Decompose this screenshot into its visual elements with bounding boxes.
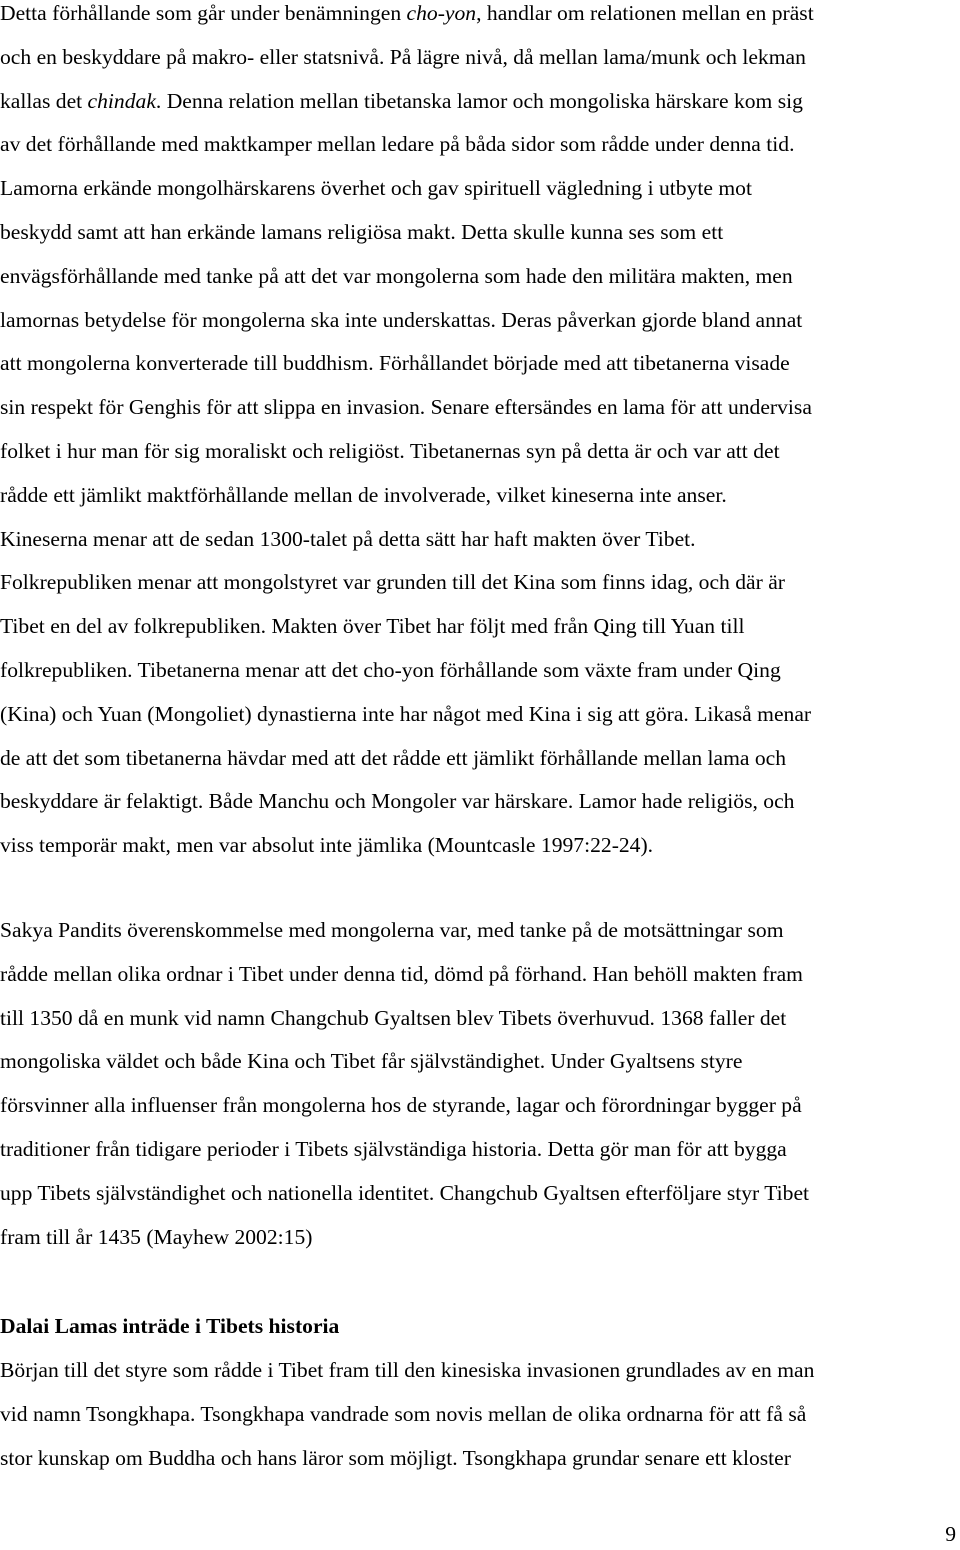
text-line: beskyddare är felaktigt. Både Manchu och Mongoler var härskare. Lamor hade religiös, och (0, 789, 795, 814)
text-line: beskydd samt att han erkände lamans religiösa makt. Detta skulle kunna ses som ett (0, 219, 724, 244)
page-number: 9 (945, 1522, 956, 1546)
text-line: lamornas betydelse för mongolerna ska inte underskattas. Deras påverkan gjorde bland annat (0, 307, 803, 332)
text-line: av det förhållande med maktkamper mellan ledare på båda sidor som rådde under denna tid. (0, 132, 795, 157)
italic-term: cho-yon (406, 1, 477, 25)
text-line: försvinner alla influenser från mongolerna hos de styrande, lagar och förordningar bygger på (0, 1093, 802, 1118)
text-line: de att det som tibetanerna hävdar med att det rådde ett jämlikt förhållande mellan lama och (0, 745, 787, 770)
text-line: Detta förhållande som går under benämningen cho-yon, handlar om relationen mellan en präst (0, 1, 814, 25)
text-line: sin respekt för Genghis för att slippa en invasion. Senare eftersändes en lama för att undervisa (0, 395, 812, 420)
text-line: (Kina) och Yuan (Mongoliet) dynastierna inte har något med Kina i sig att göra. Likaså menar (0, 701, 812, 726)
section-heading: Dalai Lamas inträde i Tibets historia (0, 1314, 340, 1338)
text-line: stor kunskap om Buddha och hans läror som möjligt. Tsongkhapa grundar senare ett kloster (0, 1445, 791, 1470)
text-line: vid namn Tsongkhapa. Tsongkhapa vandrade som novis mellan de olika ordnarna för att få så (0, 1401, 807, 1426)
text-line: Lamorna erkände mongolhärskarens överhet och gav spirituell vägledning i utbyte mot (0, 176, 752, 201)
text-line: till 1350 då en munk vid namn Changchub Gyaltsen blev Tibets överhuvud. 1368 faller det (0, 1005, 787, 1030)
text-line: Folkrepubliken menar att mongolstyret var grunden till det Kina som finns idag, och där är (0, 570, 785, 595)
paragraph-tsongkhapa (0, 1349, 960, 1480)
text-line: kallas det chindak. Denna relation mellan tibetanska lamor och mongoliska härskare kom sig (0, 88, 803, 113)
text-line: Sakya Pandits överenskommelse med mongolerna var, med tanke på de motsättningar som (0, 918, 784, 942)
text-line: Tibet en del av folkrepubliken. Makten över Tibet har följt med från Qing till Yuan till (0, 614, 745, 639)
text-line: rådde ett jämlikt maktförhållande mellan de involverade, vilket kineserna inte anser. (0, 482, 727, 507)
paragraph-sakya-pandit (0, 909, 960, 1259)
text-line: folkrepubliken. Tibetanerna menar att det cho-yon förhållande som växte fram under Qing (0, 657, 781, 682)
text-line: Början till det styre som rådde i Tibet fram till den kinesiska invasionen grundlades av en man (0, 1358, 815, 1382)
text-line: rådde mellan olika ordnar i Tibet under denna tid, dömd på förhand. Han behöll makten fram (0, 961, 803, 986)
text-line: att mongolerna konverterade till buddhism. Förhållandet började med att tibetanerna visade (0, 351, 790, 376)
text-line: envägsförhållande med tanke på att det var mongolerna som hade den militära makten, men (0, 263, 793, 288)
text-line: viss temporär makt, men var absolut inte jämlika (Mountcasle 1997:22-24). (0, 833, 654, 858)
text-line: fram till år 1435 (Mayhew 2002:15) (0, 1224, 313, 1249)
italic-term: chindak (87, 88, 156, 113)
text-line: Kineserna menar att de sedan 1300-talet på detta sätt har haft makten över Tibet. (0, 526, 696, 551)
text-line: upp Tibets självständighet och nationella identitet. Changchub Gyaltsen efterföljare styr Tibet (0, 1180, 810, 1205)
text-line: och en beskyddare på makro- eller statsnivå. På lägre nivå, då mellan lama/munk och lekman (0, 44, 806, 69)
text-line: mongoliska väldet och både Kina och Tibet får självständighet. Under Gyaltsens styre (0, 1049, 743, 1074)
text-line: folket i hur man för sig moraliskt och religiöst. Tibetanernas syn på detta är och var att det (0, 438, 780, 463)
text-line: traditioner från tidigare perioder i Tibets självständiga historia. Detta gör man för att bygga (0, 1136, 787, 1161)
